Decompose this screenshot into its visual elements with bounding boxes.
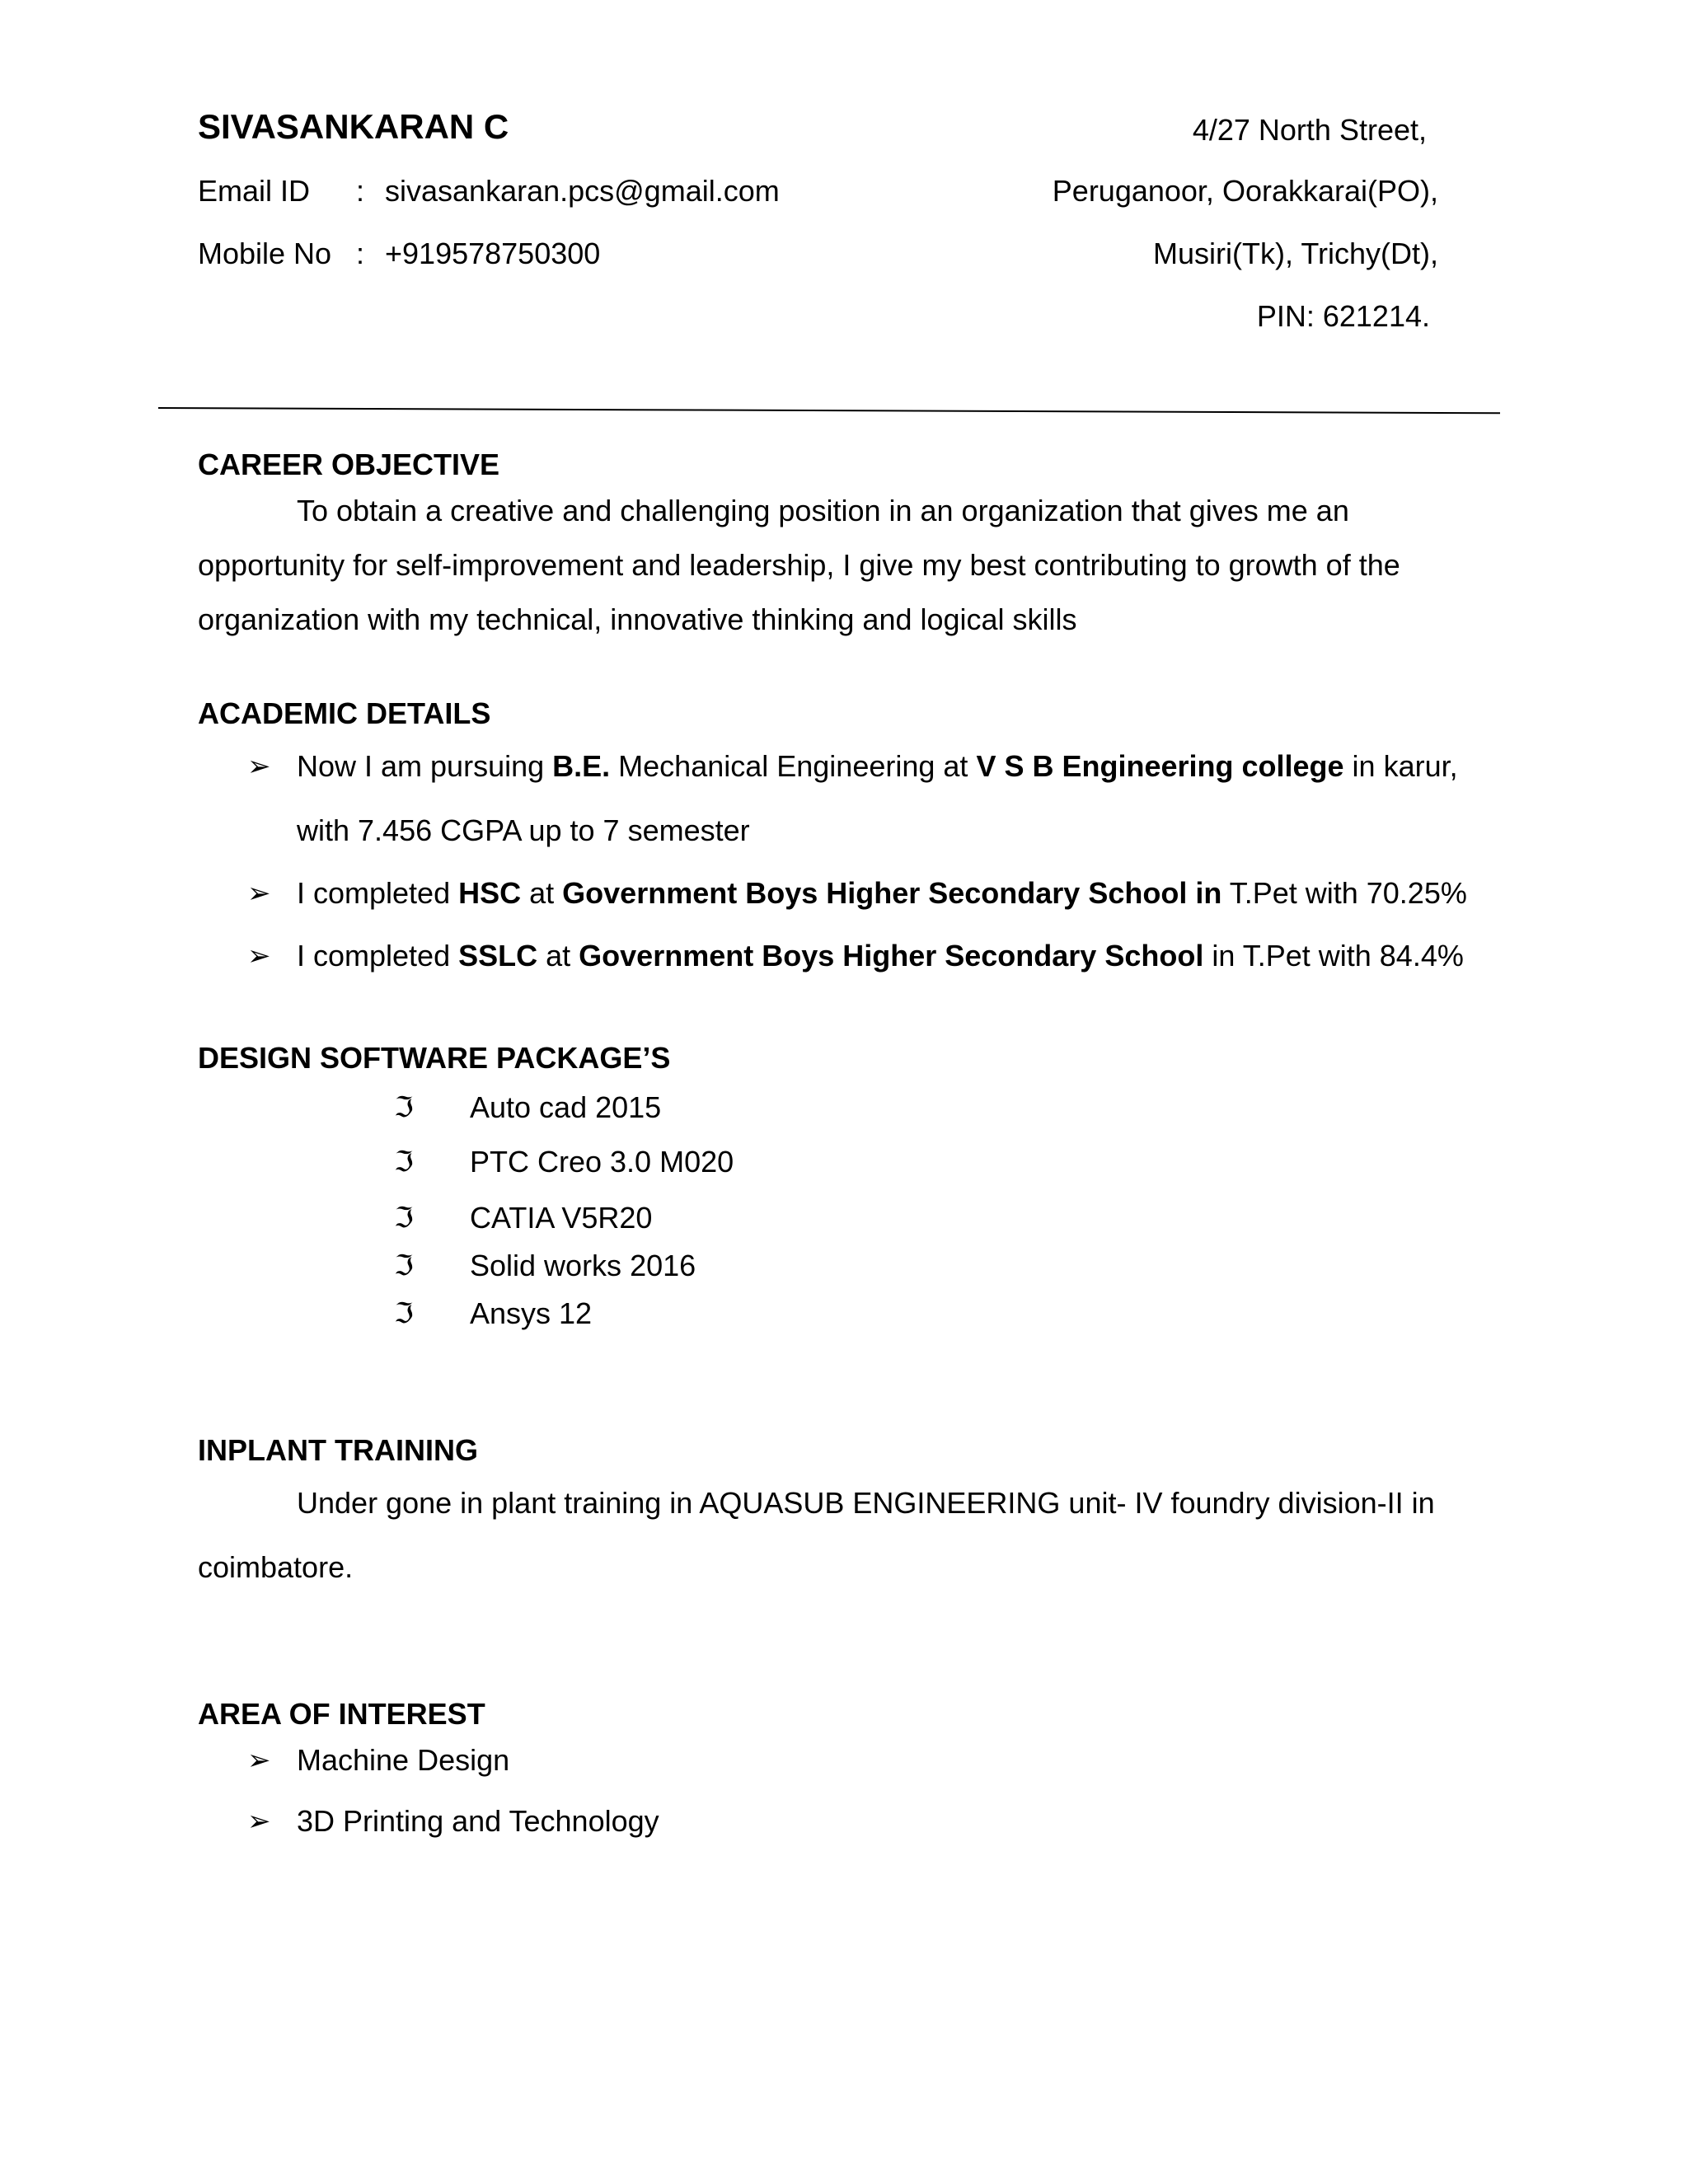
interest-item: Machine Design [297,1743,510,1777]
fraktur-i-bullet-icon: ℑ [394,1202,414,1235]
fraktur-i-bullet-icon: ℑ [394,1297,414,1330]
mobile-colon: : [356,237,365,270]
career-objective-heading: CAREER OBJECTIVE [198,448,500,481]
career-objective-line-1: To obtain a creative and challenging position in an organization that gives me an [297,494,1349,527]
career-objective-line-3: organization with my technical, innovative thinking and logical skills [198,602,1077,636]
academic-item-hsc: I completed HSC at Government Boys Higher Secondary School in T.Pet with 70.25% [297,876,1467,910]
address-line-1: 4/27 North Street, [1192,113,1427,147]
address-line-4: PIN: 621214. [1256,299,1430,333]
candidate-name: SIVASANKARAN C [198,107,509,146]
address-line-3: Musiri(Tk), Trichy(Dt), [1153,237,1438,270]
email-value[interactable]: sivasankaran.pcs@gmail.com [385,174,780,208]
fraktur-i-bullet-icon: ℑ [394,1146,414,1179]
arrowhead-bullet-icon: ➢ [247,1806,271,1837]
software-item: Solid works 2016 [470,1249,696,1282]
arrowhead-bullet-icon: ➢ [247,751,271,782]
software-item: PTC Creo 3.0 M020 [470,1145,734,1179]
software-item: CATIA V5R20 [470,1201,653,1235]
inplant-line-1: Under gone in plant training in AQUASUB ENGINEERING unit- IV foundry division-II in [297,1486,1435,1520]
academic-item-degree-line-2: with 7.456 CGPA up to 7 semester [297,813,750,847]
academic-item-sslc: I completed SSLC at Government Boys Higher Secondary School in T.Pet with 84.4% [297,939,1464,972]
mobile-value: +919578750300 [385,237,601,270]
inplant-line-2: coimbatore. [198,1550,354,1584]
arrowhead-bullet-icon: ➢ [247,878,271,909]
fraktur-i-bullet-icon: ℑ [394,1249,414,1282]
inplant-heading: INPLANT TRAINING [198,1433,478,1467]
email-colon: : [356,174,365,208]
career-objective-line-2: opportunity for self-improvement and leadership, I give my best contributing to growth of the [198,548,1400,582]
academic-item-degree: Now I am pursuing B.E. Mechanical Engineering at V S B Engineering college in karur, [297,749,1458,783]
address-line-2: Peruganoor, Oorakkarai(PO), [1052,174,1438,208]
arrowhead-bullet-icon: ➢ [247,940,271,972]
header-divider [158,407,1500,414]
email-label: Email ID [198,174,311,208]
academic-heading: ACADEMIC DETAILS [198,696,491,730]
arrowhead-bullet-icon: ➢ [247,1745,271,1776]
fraktur-i-bullet-icon: ℑ [394,1091,414,1124]
interest-item: 3D Printing and Technology [297,1804,659,1838]
mobile-label: Mobile No [198,237,332,270]
software-item: Ansys 12 [470,1296,593,1330]
software-heading: DESIGN SOFTWARE PACKAGE’S [198,1041,671,1075]
software-item: Auto cad 2015 [470,1090,662,1124]
interest-heading: AREA OF INTEREST [198,1697,485,1731]
